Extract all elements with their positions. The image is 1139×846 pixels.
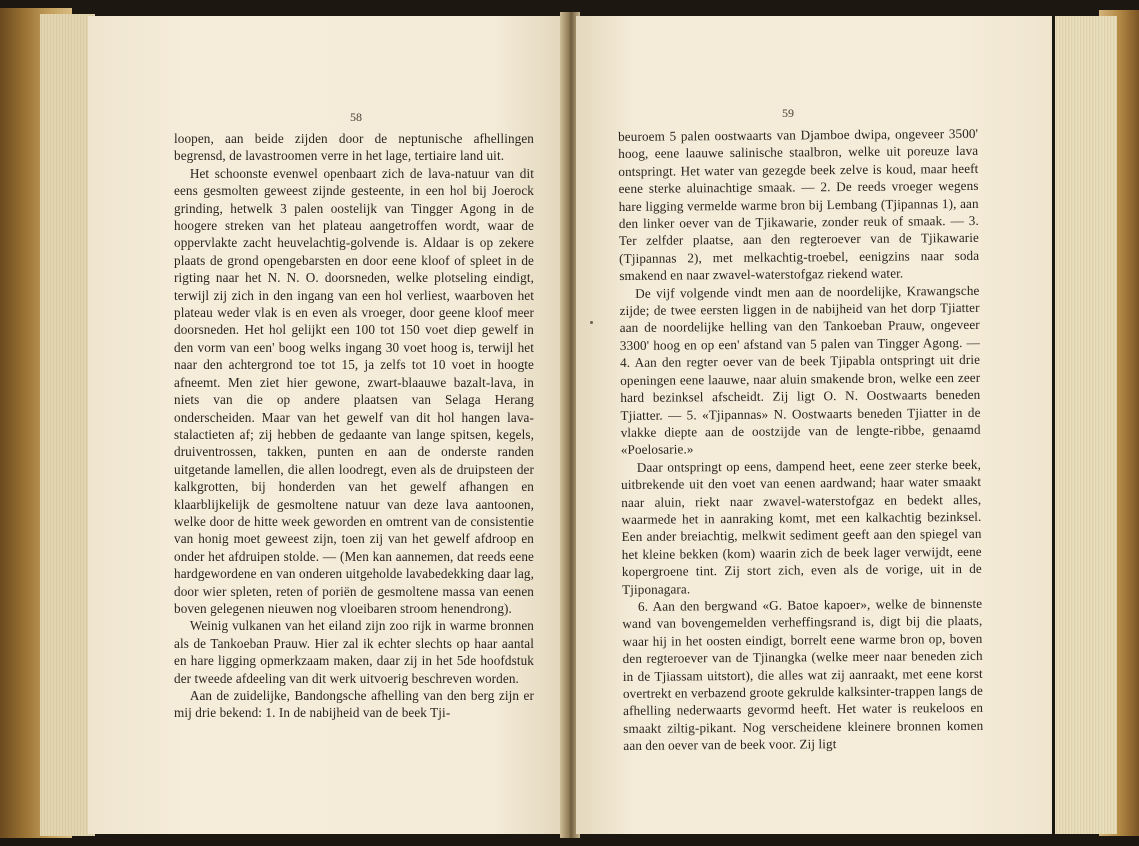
paragraph: loopen, aan beide zijden door de neptunische afhellingen begrensd, de lavastroomen verre in het lage, tertiaire land uit. [174,131,534,164]
paragraph: Aan de zuidelijke, Bandongsche afhelling van den berg zijn er mij drie bekend: 1. In de nabijheid van de beek Tji- [174,688,534,721]
paragraph: Daar ontspringt op eens, dampend heet, eene zeer sterke beek, uitbrekende uit den voet van eenen aardwand; haar water smaakt naar aluin, riekt naar zwavel-waterstofgaz en bedekt alles, waarmede het in aanraking komt, met een kalkachtig bezinksel. Een ander breiachtig, melkwit sediment geeft aan den spiegel van het kleine bekken (kom) waarin zich de beek lager verwijdt, eene kopergroene tint. Zij stort zich, even als de vorige, uit in de Tjiponagara. [621,456,982,597]
ink-speck [590,321,593,324]
right-page-edges [1055,16,1117,834]
left-page-text [174,130,534,722]
right-page [576,16,1052,834]
page-number: 59 [782,106,794,120]
paragraph: Weinig vulkanen van het eiland zijn zoo rijk in warme bronnen als de Tankoeban Prauw. Hier zal ik echter slechts op haar aantal en hare ligging opmerkzaam maken, daar zij in het 5de hoofdstuk der tweede afdeeling van dit werk uitvoerig beschreven worden. [174,618,534,686]
paragraph: 6. Aan den bergwand «G. Batoe kapoer», welke de binnenste wand van bovengemelden verheffingsrand is, digt bij die plaats, waar hij in het oosten eindigt, borrelt eene warme bron op, boven den regteroever van de Tjinangka (welke meer naar beneden zich in de Tjiassam uitstort), die alles wat zij aanraakt, met eene korst overtrekt en verbazend groote gekrulde kalksinter-trappen langs de afhelling nederwaarts gevormd heeft. Het water is reukeloos en smaakt ziltig-pikant. Nog verscheidene kleinere bronnen komen aan den oever van de beek voor. Zij ligt [622,595,984,754]
paragraph: beuroem 5 palen oostwaarts van Djamboe dwipa, ongeveer 3500' hoog, eene laauwe salinische staalbron, welke uit poreuze lava ontspringt. Het water van gezegde beek zelve is koud, maar heeft eene sterke aluinachtige smaak. — 2. De reeds vroeger wegens hare ligging vermelde warme bron bij Lembang (Tjipannas 1), aan den linker oever van de Tjikawarie, zonder reuk of smaak. — 3. Ter zelfder plaatse, aan den regteroever van de Tjikawarie (Tjipannas 2), met melkachtig-troebel, eenigzins naar soda smakend en naar zwavel-waterstofgaz riekend water. [618,125,980,284]
left-page-edges [40,14,95,836]
right-page-text [618,125,983,755]
page-number: 58 [350,110,362,124]
paragraph: Het schoonste evenwel openbaart zich de lava-natuur van dit eens gesmolten geweest zijnde gesteente, in een hol bij Joerock grinding, hetwelk 3 palen oostelijk van Tingger Agong in de hoogere streken van het plateau aangetroffen wordt, waar de oppervlakte zacht heuvelachtig-golvende is. Aldaar is op zekere plaats de grond opengebarsten en door eene kloof of spleet in de rigting naar het N. N. O. doorsneden, welke plotseling eindigt, terwijl zij zich in den ingang van een hol verliest, waarboven het plateau weder vlak is en even als vroeger, door geene kloof meer doorsneden. Het hol gelijkt een 100 tot 150 voet diep gewelf in den vorm van een' boog welks ingang 30 voet hoog is, terwijl het naar den achtergrond toe tot 15, ja zelfs tot 10 voet in hoogte afneemt. Men ziet hier gewone, zwart-blaauwe bazalt-lava, in niets van die op andere plaatsen van Selaga Herang onderscheiden. Maar van het gewelf van dit hol hangen lava-stalactieten af; zij hebben de gedaante van lange spitsen, kegels, druiventrossen, takken, punten en aan de onderste randen uitgetande lamellen, die allen loodregt, even als de druipsteen der kalkgrotten, bij honderden van het gewelf afhangen en klaarblijkelijk de gesmoltene natuur van deze lava aantoonen, welke door de hitte week geworden en omtrent van de consistentie van honig moet geweest zijn, toen zij van het gewelf afdroop en onder het afdruipen stolde. — (Men kan aannemen, dat reeds eene hardgewordene en van onderen uitgeholde lavabedekking daar lag, door wier spleten, reten of poriën de gesmoltene massa van eenen boven gelegenen nieuwen nog vloeibaren stroom henendrong). [174,165,534,616]
paragraph: De vijf volgende vindt men aan de noordelijke, Krawangsche zijde; de twee eersten liggen in de nabijheid van het dorp Tjiatter aan de noordelijke helling van den Tankoeban Prauw, ongeveer 3300' hoog en op een' afstand van 5 palen van Tingger Agong. — 4. Aan den regter oever van de beek Tjipabla ontspringt uit drie openingen eene laauwe, naar aluin smakende bron, welke een zeer hard bezinksel afscheidt. Zij ligt O. N. Oostwaarts beneden Tjiatter. — 5. «Tjipannas» N. Oostwaarts beneden Tjiatter in de vlakke diepte aan de oostzijde van de lengte-ribbe, genaamd «Poelosarie.» [619,282,981,458]
left-page [88,16,566,834]
